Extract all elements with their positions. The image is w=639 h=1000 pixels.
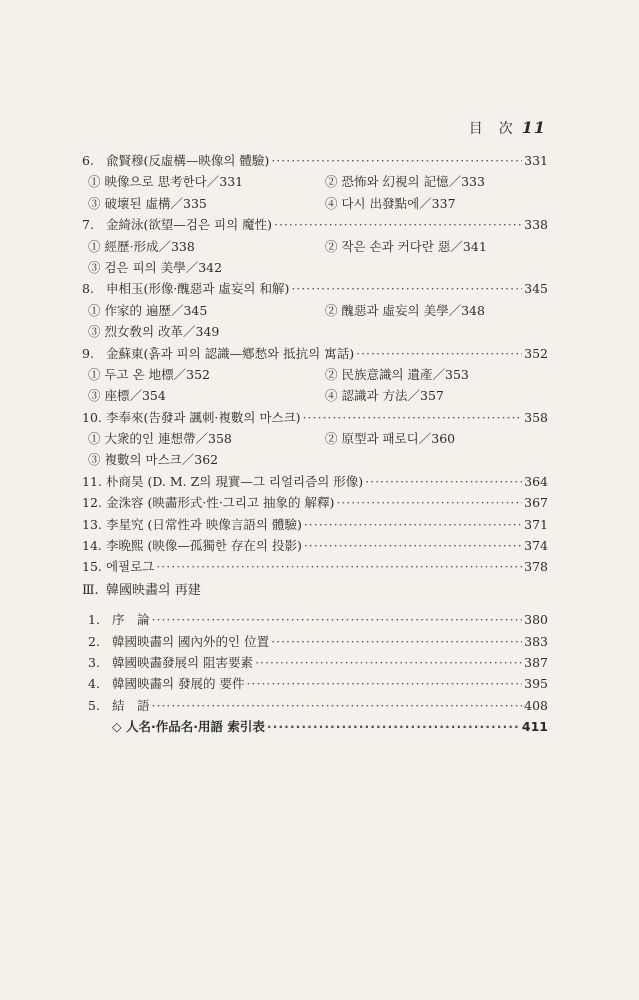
toc-subentry-row <box>82 449 548 470</box>
toc-entry[interactable] <box>82 343 548 364</box>
toc-subentry[interactable]: ③ 複數의 마스크／362 <box>88 452 219 468</box>
dot-leader <box>274 214 522 235</box>
toc-entry[interactable] <box>82 695 548 716</box>
toc-entry[interactable] <box>82 514 548 535</box>
dot-leader <box>152 695 523 716</box>
toc-subentry[interactable]: ③ 검은 피의 美學／342 <box>88 259 223 275</box>
page-header <box>469 118 546 138</box>
toc-subentry[interactable]: ① 作家的 遍歷／345 <box>88 302 208 318</box>
toc-entry[interactable] <box>82 556 548 577</box>
toc-entry-title: 金蘇東(흙과 피의 認識—鄕愁와 抵抗의 寓話) <box>106 345 355 361</box>
toc-entry-page: 338 <box>524 217 548 233</box>
toc-entry-number: 13. <box>82 516 102 532</box>
toc-entry[interactable] <box>82 535 548 556</box>
toc-subentry-row <box>82 300 548 321</box>
toc-subentry-row <box>82 364 548 385</box>
toc-entry-page: 387 <box>524 654 548 670</box>
toc-entry-title: 朴商昊 (D. M. Z의 現實—그 리얼리즘의 形像) <box>106 473 364 489</box>
toc-entry-title: 金洙容 (映畵形式·性·그리고 抽象的 解釋) <box>106 495 335 511</box>
toc-subentry[interactable]: ① 映像으로 思考한다／331 <box>88 174 244 190</box>
toc-entry-page: 331 <box>524 153 548 168</box>
toc-subentry <box>325 257 562 278</box>
dot-leader <box>356 343 522 364</box>
toc-entry-title: 兪賢穆(反虛構—映像의 體驗) <box>106 153 270 168</box>
page-number: 11 <box>521 118 546 137</box>
toc-subentry[interactable]: ② 恐怖와 幻視의 記憶／333 <box>325 174 485 190</box>
toc-subentry[interactable]: ② 民族意識의 遺產／353 <box>325 366 469 382</box>
dot-leader <box>255 652 522 673</box>
toc-subentry-row <box>82 236 548 257</box>
toc-entry-page: 411 <box>521 719 548 735</box>
dot-leader <box>304 535 522 556</box>
toc-subentry[interactable]: ① 經歷·形成／338 <box>88 238 195 254</box>
toc-entry-number: 14. <box>82 538 102 554</box>
toc-subentry-row <box>82 385 548 406</box>
toc-entry-number: 12. <box>82 495 102 511</box>
toc-entry[interactable] <box>82 673 548 694</box>
section-heading <box>82 580 548 601</box>
toc-entry-title: 李星究 (日常性과 映像言語의 體驗) <box>106 516 302 532</box>
toc-entry-page: 408 <box>524 697 548 713</box>
toc-entry-number: 7. <box>82 217 94 233</box>
toc-group-part3 <box>82 609 548 716</box>
toc-entry-title: 金綺泳(欲望—검은 피의 魔性) <box>106 217 273 233</box>
toc-subentry-row <box>82 428 548 449</box>
toc-entry-page: 364 <box>524 473 548 489</box>
section-title: 韓國映畵의 再建 <box>106 582 201 598</box>
toc-subentry[interactable]: ② 醜惡과 虛妄의 美學／348 <box>325 302 485 318</box>
toc-subentry[interactable]: ① 두고 온 地標／352 <box>88 366 211 382</box>
toc-group-authors-a <box>82 150 548 471</box>
table-of-contents <box>82 150 548 738</box>
dot-leader <box>336 492 522 513</box>
toc-entry-title: 結 語 <box>112 697 150 713</box>
toc-entry-title: 序 論 <box>112 612 150 628</box>
dot-leader <box>156 556 522 577</box>
toc-entry-page: 352 <box>524 345 548 361</box>
toc-entry[interactable] <box>82 214 548 235</box>
toc-subentry[interactable]: ③ 座標／354 <box>88 388 166 404</box>
toc-subentry-row <box>82 321 548 342</box>
toc-entry[interactable] <box>82 150 548 171</box>
toc-entry[interactable] <box>82 631 548 652</box>
toc-entry-page: 374 <box>524 538 548 554</box>
toc-entry-number: 4. <box>88 676 100 692</box>
toc-entry-title: 李奉來(告發과 諷刺·複數의 마스크) <box>106 409 301 425</box>
toc-subentry-row <box>82 193 548 214</box>
toc-entry-page: 367 <box>524 495 548 511</box>
toc-subentry <box>325 449 562 470</box>
toc-entry-number: 3. <box>88 654 100 670</box>
toc-entry[interactable] <box>82 609 548 630</box>
section-number: Ⅲ. <box>82 582 99 598</box>
dot-leader <box>271 631 522 652</box>
toc-entry-title: 韓國映畵發展의 阻害要素 <box>112 654 254 670</box>
toc-subentry[interactable]: ③ 破壞된 虛構／335 <box>88 195 207 211</box>
toc-subentry[interactable]: ① 大衆的인 連想帶／358 <box>88 431 232 447</box>
toc-subentry-row <box>82 257 548 278</box>
toc-entry-number: 11. <box>82 473 102 489</box>
toc-entry-page: 395 <box>524 676 548 692</box>
toc-group-authors-b <box>82 471 548 578</box>
toc-subentry-row <box>82 171 548 192</box>
toc-entry-number: 15. <box>82 559 102 575</box>
toc-entry[interactable] <box>82 471 548 492</box>
toc-subentry <box>325 321 562 342</box>
toc-entry-page: 345 <box>524 281 548 297</box>
toc-entry-page: 380 <box>524 612 548 628</box>
dot-leader <box>291 278 522 299</box>
toc-entry-title: 申相玉(形像·醜惡과 虛妄의 和解) <box>106 281 290 297</box>
toc-entry[interactable] <box>82 278 548 299</box>
header-label: 目 次 <box>468 121 514 137</box>
toc-entry-number: 1. <box>88 612 100 628</box>
toc-entry-page: 383 <box>524 633 548 649</box>
toc-entry-number: 2. <box>88 633 100 649</box>
toc-entry-page: 378 <box>524 559 548 575</box>
toc-entry[interactable] <box>82 407 548 428</box>
toc-entry-title: 韓國映畵의 國內外的인 位置 <box>112 633 270 649</box>
toc-entry-page: 371 <box>524 516 548 532</box>
toc-subentry[interactable]: ④ 다시 出發點에／337 <box>325 195 456 211</box>
toc-entry-title: 韓國映畵의 發展的 要件 <box>112 676 245 692</box>
toc-entry-number: 10. <box>82 409 102 425</box>
toc-subentry[interactable]: ② 작은 손과 커다란 惡／341 <box>325 238 487 254</box>
toc-entry-title: ◇ 人名·作品名·用語 索引表 <box>112 719 265 735</box>
dot-leader <box>247 673 523 694</box>
toc-subentry[interactable]: ④ 認識과 方法／357 <box>325 388 444 404</box>
dot-leader <box>303 407 523 428</box>
toc-entry-number: 6. <box>82 153 94 168</box>
toc-entry[interactable] <box>82 652 548 673</box>
toc-index-entry[interactable] <box>82 716 548 737</box>
toc-entry-number: 5. <box>88 697 100 713</box>
toc-entry-number: 8. <box>82 281 94 297</box>
toc-entry-page: 358 <box>524 409 548 425</box>
dot-leader <box>267 716 520 737</box>
toc-subentry[interactable]: ② 原型과 패로디／360 <box>325 431 456 447</box>
toc-subentry[interactable]: ③ 烈女敎의 改革／349 <box>88 324 220 340</box>
toc-entry-title: 李晩熙 (映像—孤獨한 存在의 投影) <box>106 538 302 554</box>
dot-leader <box>304 514 522 535</box>
dot-leader <box>271 150 522 171</box>
dot-leader <box>365 471 522 492</box>
toc-entry[interactable] <box>82 492 548 513</box>
dot-leader <box>152 609 523 630</box>
toc-entry-number: 9. <box>82 345 94 361</box>
toc-entry-title: 에필로그 <box>106 559 155 575</box>
